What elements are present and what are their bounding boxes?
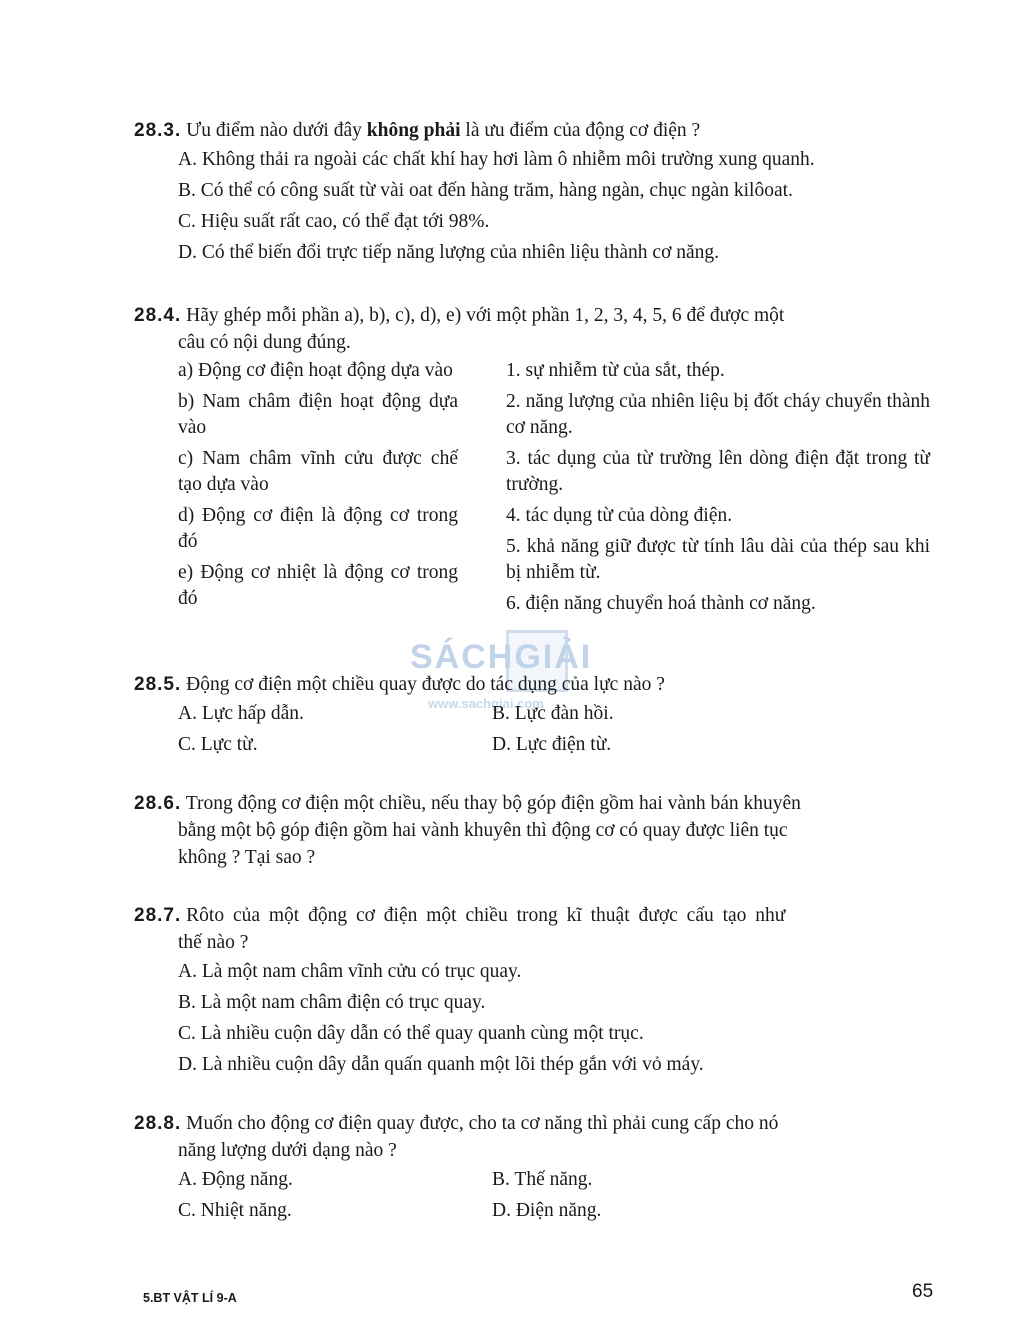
matching-left-column [178,358,458,622]
question-28-3 [134,117,934,268]
question-number: 28.3. [134,120,182,141]
stem-text: Ưu điểm nào dưới đây [186,120,367,141]
option-b: B. Là một nam châm điện có trục quay. [178,992,486,1013]
option-c: C. Hiệu suất rất cao, có thể đạt tới 98%. [178,211,490,232]
option-b: B. Thế năng. [492,1169,593,1190]
stem-text: Trong động cơ điện một chiều, nếu thay bộ góp điện gồm hai vành bán khuyên [185,793,801,814]
match-right-2: 2. năng lượng của nhiên liệu bị đốt cháy chuyển thành cơ năng. [506,391,930,438]
stem-continuation: năng lượng dưới dạng nào ? [178,1140,397,1161]
question-stem [134,302,934,329]
stem-text: là ưu điểm của động cơ điện ? [460,120,701,141]
question-number: 28.5. [134,674,182,695]
question-28-8 [134,1110,934,1226]
option-a: A. Là một nam châm vĩnh cửu có trục quay. [178,961,522,982]
stem-emphasis: không phải [366,120,461,141]
question-28-7 [134,902,934,1080]
stem-text: Hãy ghép mỗi phần a), b), c), d), e) với một phần 1, 2, 3, 4, 5, 6 để được một [186,305,785,326]
match-left-a: a) Động cơ điện hoạt động dựa vào [178,360,453,381]
stem-continuation: thế nào ? [178,932,249,953]
matching-table [134,358,934,622]
option-c: C. Nhiệt năng. [178,1200,292,1221]
match-right-3: 3. tác dụng của từ trường lên dòng điện đặt trong từ trường. [506,448,930,495]
option-b: B. Lực đàn hồi. [492,703,614,724]
stem-text: Động cơ điện một chiều quay được do tác dụng của lực nào ? [186,674,665,695]
question-number: 28.6. [134,793,182,814]
stem-continuation: câu có nội dung đúng. [178,332,351,353]
question-number: 28.4. [134,305,182,326]
options-row-1 [134,1164,934,1195]
question-stem [134,790,934,817]
match-left-d: d) Động cơ điện là động cơ trong đó [178,505,458,552]
option-d: D. Lực điện từ. [492,734,612,755]
question-stem [134,117,934,144]
match-left-c: c) Nam châm vĩnh cửu được chế tạo dựa vào [178,448,458,495]
question-stem [134,1110,934,1137]
match-right-6: 6. điện năng chuyển hoá thành cơ năng. [506,593,816,614]
question-stem [134,671,934,698]
option-a: A. Không thải ra ngoài các chất khí hay hơi làm ô nhiễm môi trường xung quanh. [178,149,815,170]
question-number: 28.7. [134,905,182,926]
options-row-2 [134,1195,934,1226]
option-a: A. Động năng. [178,1169,293,1190]
watermark-url: www.sachgiai.com [428,696,544,711]
options-row-2 [134,729,934,760]
options-row-1 [134,698,934,729]
option-a: A. Lực hấp dẫn. [178,703,304,724]
matching-right-column [506,358,930,622]
option-c: C. Lực từ. [178,734,258,755]
stem-text: Muốn cho động cơ điện quay được, cho ta cơ năng thì phải cung cấp cho nó [186,1113,779,1134]
match-right-4: 4. tác dụng từ của dòng điện. [506,505,733,526]
option-d: D. Là nhiều cuộn dây dẫn quấn quanh một lõi thép gắn với vỏ máy. [178,1054,704,1075]
book-code: 5.BT VẬT LÍ 9-A [143,1291,237,1305]
option-d: D. Có thể biến đổi trực tiếp năng lượng của nhiên liệu thành cơ năng. [178,242,720,263]
question-number: 28.8. [134,1113,182,1134]
stem-continuation: không ? Tại sao ? [178,847,316,868]
question-28-4 [134,302,934,622]
watermark-brand: SÁCHGIẢI [410,638,593,676]
match-left-b: b) Nam châm điện hoạt động dựa vào [178,391,458,438]
option-b: B. Có thể có công suất từ vài oat đến hàng trăm, hàng ngàn, chục ngàn kilôoat. [178,180,793,201]
option-d: D. Điện năng. [492,1200,602,1221]
match-right-5: 5. khả năng giữ được từ tính lâu dài của thép sau khi bị nhiễm từ. [506,536,930,583]
option-c: C. Là nhiều cuộn dây dẫn có thể quay quanh cùng một trục. [178,1023,644,1044]
page-number: 65 [912,1281,934,1302]
match-right-1: 1. sự nhiễm từ của sắt, thép. [506,360,725,381]
question-stem [134,902,934,929]
stem-text: Rôto của một động cơ điện một chiều trong kĩ thuật được cấu tạo như [186,905,786,926]
question-28-6 [134,790,934,871]
stem-continuation: bằng một bộ góp điện gồm hai vành khuyên thì động cơ có quay được liên tục [178,820,788,841]
question-28-5 [134,671,934,760]
match-left-e: e) Động cơ nhiệt là động cơ trong đó [178,562,458,609]
